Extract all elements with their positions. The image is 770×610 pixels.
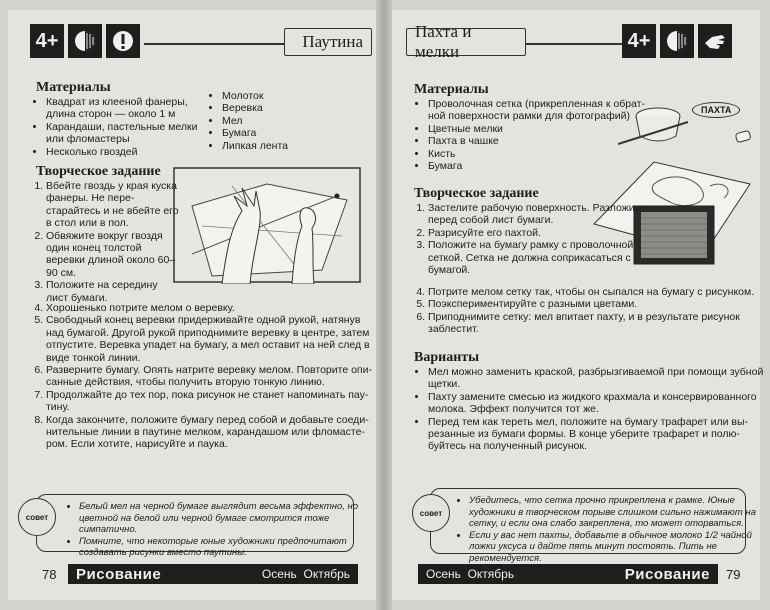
- list-item: • Бумага: [222, 127, 342, 139]
- step-item: 5. Поэкспериментируйте с разными цветами.: [428, 298, 764, 310]
- age-4-plus-icon: 4+: [622, 24, 656, 58]
- list-item: • Молоток: [222, 90, 342, 102]
- list-item: • Пахту замените смесью из жидкого крахмала и консервированного молока. Эффект получится тот же.: [428, 391, 764, 416]
- materials-list-1: [28, 96, 216, 158]
- page-number: 79: [726, 567, 741, 582]
- list-item: • Веревка: [222, 102, 342, 114]
- page-title: Пахта и мелки: [406, 28, 526, 56]
- step-item: 3. Положите на бумагу рамку с проволочной сеткой. Сетка не должна соприкасаться с бумагой.: [428, 239, 664, 276]
- task-steps-1: [28, 180, 182, 304]
- list-item: • Несколько гвоздей: [46, 146, 216, 158]
- web-illustration: [172, 166, 362, 284]
- left-page: [8, 10, 376, 600]
- advice-list: [65, 501, 363, 559]
- left-page-header: [30, 24, 370, 64]
- list-item: • Перед тем как тереть мел, положите на бумагу трафарет или вырезанные из бумаги формы. В конце уберите трафарет и полюбуйтесь на полученный рисунок.: [428, 416, 764, 453]
- buttermilk-label: ПАХТА: [692, 102, 740, 118]
- advice-badge: [412, 494, 450, 532]
- right-page-header: [406, 24, 746, 64]
- step-item: 6. Разверните бумагу. Опять натрите веревку мелом. Повторите описанные действия, чтобы получить вторую тонкую линию.: [46, 364, 380, 389]
- page-footer: [418, 564, 718, 584]
- lightbulb-icon: совет: [25, 512, 49, 522]
- exclamation-icon: [106, 24, 140, 58]
- header-rule: [526, 43, 622, 45]
- section-label: Рисование: [624, 565, 710, 583]
- section-label: Рисование: [76, 565, 162, 583]
- materials-list-2: [204, 90, 342, 152]
- step-item: 4. Потрите мелом сетку так, чтобы он сыпался на бумагу с рисунком.: [428, 286, 764, 298]
- page-footer: [68, 564, 358, 584]
- half-circle-lines-icon: [68, 24, 102, 58]
- lightbulb-icon: совет: [419, 508, 443, 518]
- step-item: 8. Когда закончите, положите бумагу перед собой и добавьте соединительные линии в паутине мелком, карандашом или фломастером. Если хотите, нарисуйте и паука.: [46, 414, 380, 451]
- task-heading: Творческое задание: [36, 164, 161, 179]
- list-item: • Бумага: [428, 160, 658, 172]
- step-item: 2. Обвяжите вокруг гвоздя один конец толстой веревки длиной около 60–90 см.: [46, 230, 182, 280]
- advice-item: • Белый мел на черной бумаге выглядит весьма эффектно, но цветной на белой или черной бумаге смотрится тоже симпатично.: [79, 501, 363, 536]
- step-item: 7. Продолжайте до тех пор, пока рисунок не станет напоминать паутину.: [46, 389, 380, 414]
- step-item: 2. Разрисуйте его пахтой.: [428, 227, 664, 239]
- left-header-icons: [30, 24, 140, 58]
- right-header-icons: [622, 24, 732, 58]
- advice-box: [36, 494, 359, 558]
- list-item: • Липкая лента: [222, 140, 342, 152]
- task-heading: Творческое задание: [414, 186, 539, 201]
- step-item: 4. Хорошенько потрите мелом о веревку.: [46, 302, 380, 314]
- right-page: [392, 10, 764, 600]
- age-4-plus-icon: 4+: [30, 24, 64, 58]
- task-steps-2: [410, 286, 764, 336]
- season-label: Осень: [426, 567, 461, 581]
- advice-item: • Если у вас нет пахты, добавьте в обычное молоко 1/2 чайной ложки уксуса и дайте пять минут постоять. Пить не рекомендуется.: [469, 530, 757, 565]
- season-month: [426, 567, 514, 581]
- advice-badge: [18, 498, 56, 536]
- month-label: Октябрь: [303, 567, 350, 581]
- step-item: 1. Застелите рабочую поверхность. Разложите перед собой лист бумаги.: [428, 202, 664, 227]
- advice-item: • Помните, что некоторые юные художники предпочитают создавать рисунки вместо паутины.: [79, 536, 363, 559]
- materials-heading: Материалы: [36, 80, 111, 95]
- list-item: • Мел можно заменить краской, разбрызгиваемой при помощи зубной щетки.: [428, 366, 764, 391]
- list-item: • Мел: [222, 115, 342, 127]
- season-label: Осень: [261, 567, 297, 581]
- list-item: • Карандаши, пастельные мелки или фломастеры: [46, 121, 216, 146]
- list-item: • Пахта в чашке: [428, 135, 658, 147]
- variants-list: [410, 366, 764, 453]
- list-item: • Цветные мелки: [428, 123, 658, 135]
- cup-brush-illustration: [618, 92, 756, 152]
- step-item: 5. Свободный конец веревки придерживайте одной рукой, натянув над бумагой. Другой рукой приподнимите веревку в центре, затем отпустите. Веревка упадет на бумагу, а мел оставит на ней след в виде тонкой линии.: [46, 314, 380, 364]
- page-title: Паутина: [284, 28, 372, 56]
- season-month: [262, 567, 350, 581]
- month-label: Октябрь: [467, 567, 515, 581]
- advice-box: [430, 488, 756, 564]
- advice-list: [455, 495, 757, 564]
- list-item: • Проволочная сетка (прикрепленная к обратной поверхности рамки для фотографий): [428, 98, 658, 123]
- step-item: 6. Приподнимите сетку: мел впитает пахту, и в результате рисунок заблестит.: [428, 311, 764, 336]
- advice-item: • Убедитесь, что сетка прочно прикреплена к рамке. Юные художники в творческом порыве слишком сильно нажимают на сетку, и если она слабо закреплена, то может оторваться.: [469, 495, 757, 530]
- half-circle-lines-icon: [660, 24, 694, 58]
- list-item: • Кисть: [428, 148, 658, 160]
- materials-heading: Материалы: [414, 82, 489, 97]
- step-item: 1. Вбейте гвоздь у края куска фанеры. Не перестарайтесь и не вбейте его в стол или в пол.: [46, 180, 182, 230]
- page-number: 78: [42, 567, 57, 582]
- variants-heading: Варианты: [414, 350, 480, 365]
- task-steps-1: [410, 202, 664, 276]
- list-item: • Квадрат из клееной фанеры, длина сторон — около 1 м: [46, 96, 216, 121]
- book-gutter: [376, 0, 392, 610]
- header-rule: [144, 43, 284, 45]
- task-steps-2: [28, 302, 380, 451]
- hand-icon: [698, 24, 732, 58]
- step-item: 3. Положите на середину лист бумаги.: [46, 279, 182, 304]
